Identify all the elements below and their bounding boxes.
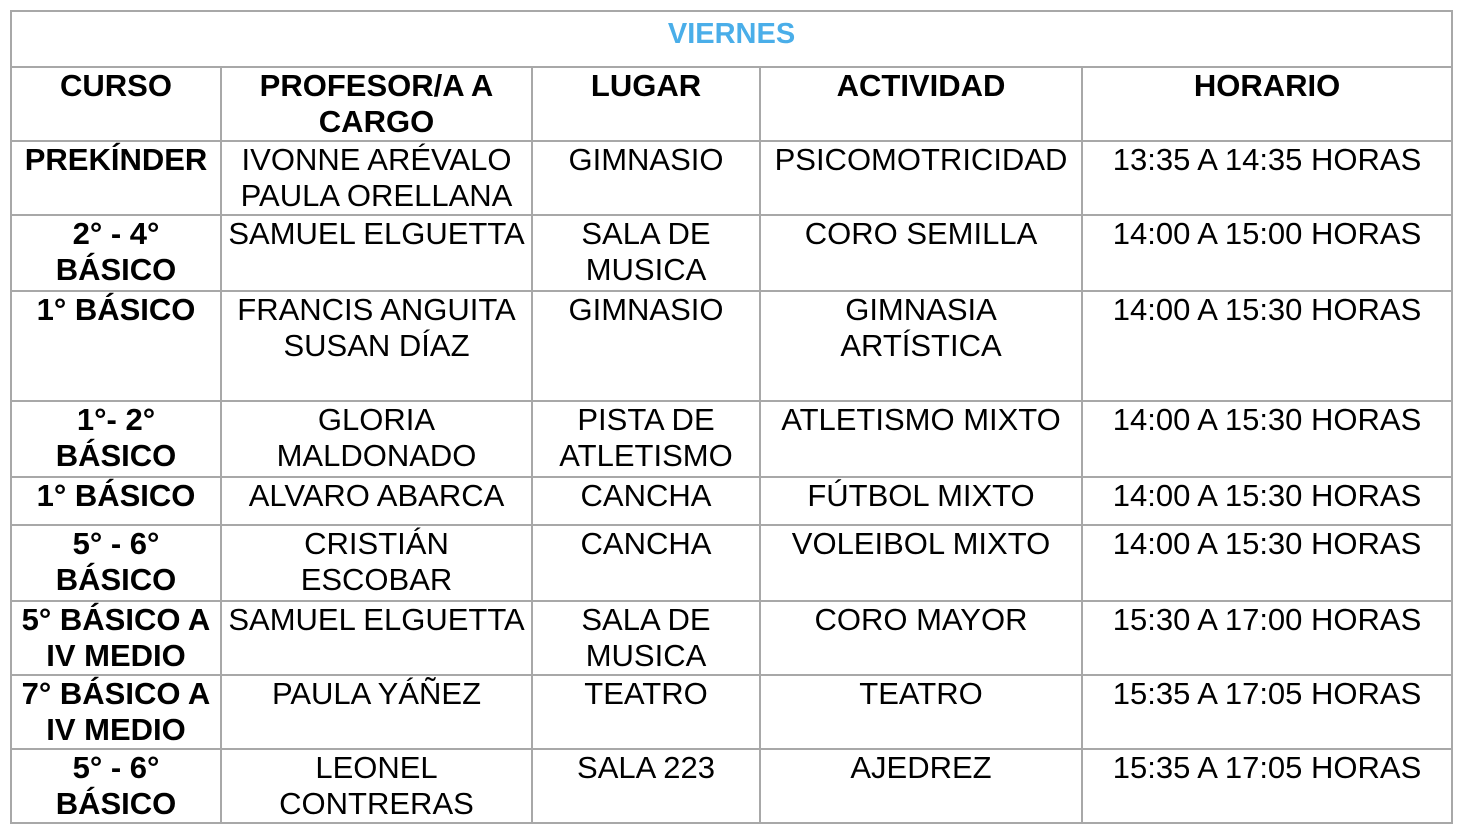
table-row: [11, 749, 1452, 823]
cell-horario: 15:35 A 17:05 HORAS: [1082, 749, 1452, 823]
cell-profesor: GLORIA MALDONADO: [221, 401, 532, 477]
cell-profesor: IVONNE ARÉVALO PAULA ORELLANA: [221, 141, 532, 215]
header-row: [11, 67, 1452, 141]
cell-actividad: TEATRO: [760, 675, 1082, 749]
cell-curso: 7° BÁSICO A IV MEDIO: [11, 675, 221, 749]
cell-profesor: SAMUEL ELGUETTA: [221, 215, 532, 291]
table-row: [11, 525, 1452, 601]
cell-curso: 5° - 6° BÁSICO: [11, 525, 221, 601]
cell-lugar: PISTA DE ATLETISMO: [532, 401, 760, 477]
cell-profesor: FRANCIS ANGUITA SUSAN DÍAZ: [221, 291, 532, 401]
table-row: [11, 215, 1452, 291]
cell-lugar: CANCHA: [532, 477, 760, 525]
schedule-table: [10, 10, 1453, 824]
cell-lugar: SALA DE MUSICA: [532, 215, 760, 291]
header-profesor: PROFESOR/A A CARGO: [221, 67, 532, 141]
cell-curso: 5° BÁSICO A IV MEDIO: [11, 601, 221, 675]
table-row: [11, 291, 1452, 401]
cell-lugar: GIMNASIO: [532, 291, 760, 401]
cell-curso: 2° - 4° BÁSICO: [11, 215, 221, 291]
cell-lugar: CANCHA: [532, 525, 760, 601]
cell-horario: 14:00 A 15:30 HORAS: [1082, 291, 1452, 401]
cell-lugar: SALA 223: [532, 749, 760, 823]
cell-actividad: VOLEIBOL MIXTO: [760, 525, 1082, 601]
cell-horario: 14:00 A 15:30 HORAS: [1082, 401, 1452, 477]
header-lugar: LUGAR: [532, 67, 760, 141]
table-row: [11, 601, 1452, 675]
cell-curso: 5° - 6° BÁSICO: [11, 749, 221, 823]
cell-profesor: CRISTIÁN ESCOBAR: [221, 525, 532, 601]
cell-horario: 14:00 A 15:30 HORAS: [1082, 525, 1452, 601]
cell-curso: 1° BÁSICO: [11, 291, 221, 401]
title-row: [11, 11, 1452, 67]
table-row: [11, 401, 1452, 477]
table-row: [11, 477, 1452, 525]
table-row: [11, 141, 1452, 215]
day-title: VIERNES: [11, 11, 1452, 67]
cell-curso: 1° BÁSICO: [11, 477, 221, 525]
cell-curso: 1°- 2° BÁSICO: [11, 401, 221, 477]
cell-actividad: PSICOMOTRICIDAD: [760, 141, 1082, 215]
cell-horario: 15:35 A 17:05 HORAS: [1082, 675, 1452, 749]
cell-actividad: ATLETISMO MIXTO: [760, 401, 1082, 477]
cell-profesor: ALVARO ABARCA: [221, 477, 532, 525]
cell-horario: 14:00 A 15:00 HORAS: [1082, 215, 1452, 291]
table-row: [11, 675, 1452, 749]
cell-profesor: PAULA YÁÑEZ: [221, 675, 532, 749]
cell-profesor: LEONEL CONTRERAS: [221, 749, 532, 823]
cell-profesor: SAMUEL ELGUETTA: [221, 601, 532, 675]
header-actividad: ACTIVIDAD: [760, 67, 1082, 141]
cell-actividad: CORO SEMILLA: [760, 215, 1082, 291]
cell-lugar: TEATRO: [532, 675, 760, 749]
cell-actividad: GIMNASIA ARTÍSTICA: [760, 291, 1082, 401]
header-curso: CURSO: [11, 67, 221, 141]
cell-actividad: AJEDREZ: [760, 749, 1082, 823]
cell-actividad: CORO MAYOR: [760, 601, 1082, 675]
cell-horario: 14:00 A 15:30 HORAS: [1082, 477, 1452, 525]
header-horario: HORARIO: [1082, 67, 1452, 141]
cell-horario: 13:35 A 14:35 HORAS: [1082, 141, 1452, 215]
cell-horario: 15:30 A 17:00 HORAS: [1082, 601, 1452, 675]
cell-lugar: SALA DE MUSICA: [532, 601, 760, 675]
cell-actividad: FÚTBOL MIXTO: [760, 477, 1082, 525]
cell-lugar: GIMNASIO: [532, 141, 760, 215]
cell-curso: PREKÍNDER: [11, 141, 221, 215]
